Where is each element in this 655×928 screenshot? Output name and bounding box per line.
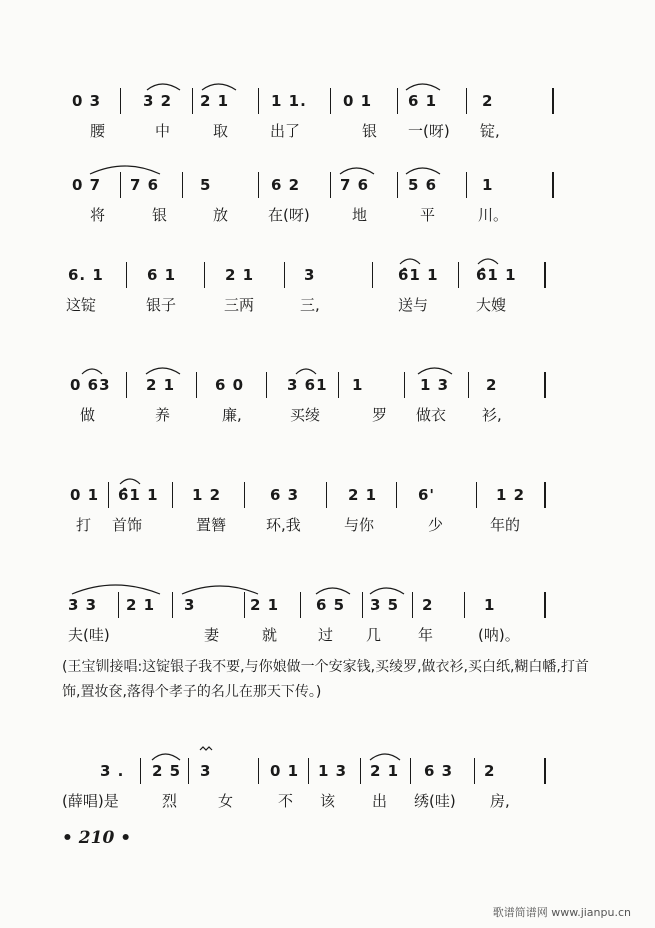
measure: 0 1	[70, 486, 100, 504]
lyric-syllable: 三两	[224, 296, 255, 314]
barline	[544, 482, 546, 508]
measure: 3 .	[100, 762, 125, 780]
lyric-syllable: 罗	[372, 406, 388, 424]
notation-line	[0, 592, 655, 622]
lyric-syllable: 环,我	[266, 516, 301, 534]
barline	[258, 758, 259, 784]
lyric-syllable: 出了	[270, 122, 301, 140]
measure: 6'	[418, 486, 436, 504]
lyric-syllable: 将	[90, 206, 106, 224]
barline	[266, 372, 267, 398]
measure: 2 1	[146, 376, 176, 394]
lyric-syllable: 三,	[300, 296, 320, 314]
barline	[466, 172, 467, 198]
lyric-syllable: 衫,	[482, 406, 502, 424]
barline	[468, 372, 469, 398]
lyric-syllable: 过	[318, 626, 334, 644]
barline	[244, 592, 245, 618]
lyric-syllable: 锭,	[480, 122, 500, 140]
measure: 1 3	[318, 762, 348, 780]
measure: 0 3	[72, 92, 102, 110]
lyrics-line	[0, 294, 655, 324]
measure: 6 1	[147, 266, 177, 284]
lyric-syllable: 首饰	[112, 516, 143, 534]
barline	[188, 758, 189, 784]
site-watermark: 歌谱简谱网 www.jianpu.cn	[492, 906, 631, 919]
barline	[552, 88, 554, 114]
lyric-syllable: 该	[320, 792, 336, 810]
measure: 2	[422, 596, 434, 614]
barline	[372, 262, 373, 288]
lyric-syllable: 房,	[490, 792, 510, 810]
measure: 2 1	[250, 596, 280, 614]
lyric-syllable: 少	[428, 516, 444, 534]
barline	[396, 482, 397, 508]
notation-line	[0, 482, 655, 512]
lyric-syllable: 送与	[398, 296, 429, 314]
lyric-syllable: 大嫂	[476, 296, 507, 314]
measure: 1 1.	[271, 92, 307, 110]
lyric-syllable: 养	[155, 406, 171, 424]
lyrics-line	[0, 624, 655, 654]
barline	[300, 592, 301, 618]
barline	[258, 172, 259, 198]
barline	[544, 592, 546, 618]
lyric-syllable: 夫(哇)	[68, 626, 110, 644]
measure: 1	[484, 596, 496, 614]
measure: 3 3	[68, 596, 98, 614]
lyric-syllable: 不	[278, 792, 294, 810]
measure: 3	[304, 266, 316, 284]
barline	[244, 482, 245, 508]
notation-line	[0, 88, 655, 118]
lyric-syllable: 烈	[162, 792, 178, 810]
measure: 1	[482, 176, 494, 194]
barline	[360, 758, 361, 784]
lyric-syllable: 廉,	[222, 406, 242, 424]
lyrics-line	[0, 120, 655, 150]
measure: 6 3	[270, 486, 300, 504]
barline	[362, 592, 363, 618]
barline	[120, 172, 121, 198]
barline	[192, 88, 193, 114]
lyric-syllable: 买绫	[290, 406, 321, 424]
measure: 2 1	[126, 596, 156, 614]
measure: 6 5	[316, 596, 346, 614]
lyric-syllable: 年	[418, 626, 434, 644]
barline	[544, 372, 546, 398]
measure: 2 1	[348, 486, 378, 504]
measure: 2 1	[370, 762, 400, 780]
lyric-syllable: 年的	[490, 516, 521, 534]
measure: 3 61	[287, 376, 328, 394]
measure: 5	[200, 176, 212, 194]
lyric-syllable: 地	[352, 206, 368, 224]
barline	[172, 482, 173, 508]
measure: 2	[482, 92, 494, 110]
measure: 6 3	[424, 762, 454, 780]
measure: 6. 1	[68, 266, 104, 284]
barline	[544, 758, 546, 784]
barline	[397, 172, 398, 198]
spoken-note: (王宝钏接唱:这锭银子我不要,与你娘做一个安家钱,买绫罗,做衣衫,买白纸,糊白幡,打首饰,置妆奁,落得个孝子的名儿在那天下传。)	[62, 659, 589, 700]
lyrics-line	[0, 404, 655, 434]
barline	[172, 592, 173, 618]
lyric-syllable: 就	[262, 626, 278, 644]
lyrics-line	[0, 204, 655, 234]
barline	[196, 372, 197, 398]
lyric-syllable: 取	[213, 122, 229, 140]
barline	[397, 88, 398, 114]
lyric-syllable: (呐)。	[478, 626, 520, 644]
measure: 5 6	[408, 176, 438, 194]
measure: 6 0	[215, 376, 245, 394]
measure: 1 3	[420, 376, 450, 394]
measure: 2	[484, 762, 496, 780]
lyrics-line	[0, 514, 655, 544]
barline	[308, 758, 309, 784]
barline	[140, 758, 141, 784]
measure: 2 1	[200, 92, 230, 110]
lyric-syllable: 腰	[90, 122, 106, 140]
measure: 1 2	[192, 486, 222, 504]
barline	[410, 758, 411, 784]
lyric-syllable: 银	[362, 122, 378, 140]
barline	[326, 482, 327, 508]
barline	[258, 88, 259, 114]
lyric-syllable: 银子	[146, 296, 177, 314]
lyric-syllable: 平	[420, 206, 436, 224]
lyric-syllable: 绣(哇)	[414, 792, 456, 810]
notation-line	[0, 262, 655, 292]
barline	[108, 482, 109, 508]
barline	[126, 262, 127, 288]
barline	[474, 758, 475, 784]
lyric-syllable: 几	[366, 626, 382, 644]
measure: 3 2	[143, 92, 173, 110]
measure: 2 1	[225, 266, 255, 284]
barline	[476, 482, 477, 508]
lyric-syllable: 银	[152, 206, 168, 224]
barline	[118, 592, 119, 618]
lyric-syllable: (薛唱)是	[62, 792, 119, 810]
barline	[404, 372, 405, 398]
lyric-syllable: 与你	[344, 516, 375, 534]
barline	[458, 262, 459, 288]
barline	[338, 372, 339, 398]
barline	[182, 172, 183, 198]
barline	[464, 592, 465, 618]
measure: 0 7	[72, 176, 102, 194]
measure: 2 5	[152, 762, 182, 780]
lyric-syllable: 打	[76, 516, 92, 534]
lyric-syllable: 出	[372, 792, 388, 810]
measure: 7 6	[130, 176, 160, 194]
measure: 6̂1 1	[476, 266, 517, 284]
lyric-syllable: 做	[80, 406, 96, 424]
lyric-syllable: 一(呀)	[408, 122, 450, 140]
lyric-syllable: 中	[155, 122, 171, 140]
lyric-syllable: 女	[218, 792, 234, 810]
lyric-syllable: 妻	[204, 626, 220, 644]
measure: 0 1	[270, 762, 300, 780]
measure: 3	[200, 762, 212, 780]
measure: 3	[184, 596, 196, 614]
lyric-syllable: 这锭	[66, 296, 97, 314]
lyric-syllable: 在(呀)	[268, 206, 310, 224]
measure: 0 1	[343, 92, 373, 110]
notation-line	[0, 758, 655, 788]
barline	[544, 262, 546, 288]
lyrics-line	[0, 790, 655, 820]
measure: 7 6	[340, 176, 370, 194]
measure: 1	[352, 376, 364, 394]
measure: 3 5	[370, 596, 400, 614]
measure: 1 2	[496, 486, 526, 504]
lyric-syllable: 置簪	[196, 516, 227, 534]
barline	[330, 88, 331, 114]
measure: 6 1	[408, 92, 438, 110]
barline	[412, 592, 413, 618]
barline	[466, 88, 467, 114]
lyric-syllable: 做衣	[416, 406, 447, 424]
lyric-syllable: 川。	[478, 206, 509, 224]
barline	[126, 372, 127, 398]
measure: 6̂1 1	[118, 486, 159, 504]
barline	[330, 172, 331, 198]
notation-line	[0, 372, 655, 402]
page-number: • 210 •	[62, 828, 132, 848]
lyric-syllable: 放	[213, 206, 229, 224]
measure: 0 63	[70, 376, 111, 394]
barline	[284, 262, 285, 288]
measure: 6 2	[271, 176, 301, 194]
barline	[552, 172, 554, 198]
barline	[204, 262, 205, 288]
notation-line	[0, 172, 655, 202]
measure: 6̂1 1	[398, 266, 439, 284]
barline	[120, 88, 121, 114]
measure: 2	[486, 376, 498, 394]
